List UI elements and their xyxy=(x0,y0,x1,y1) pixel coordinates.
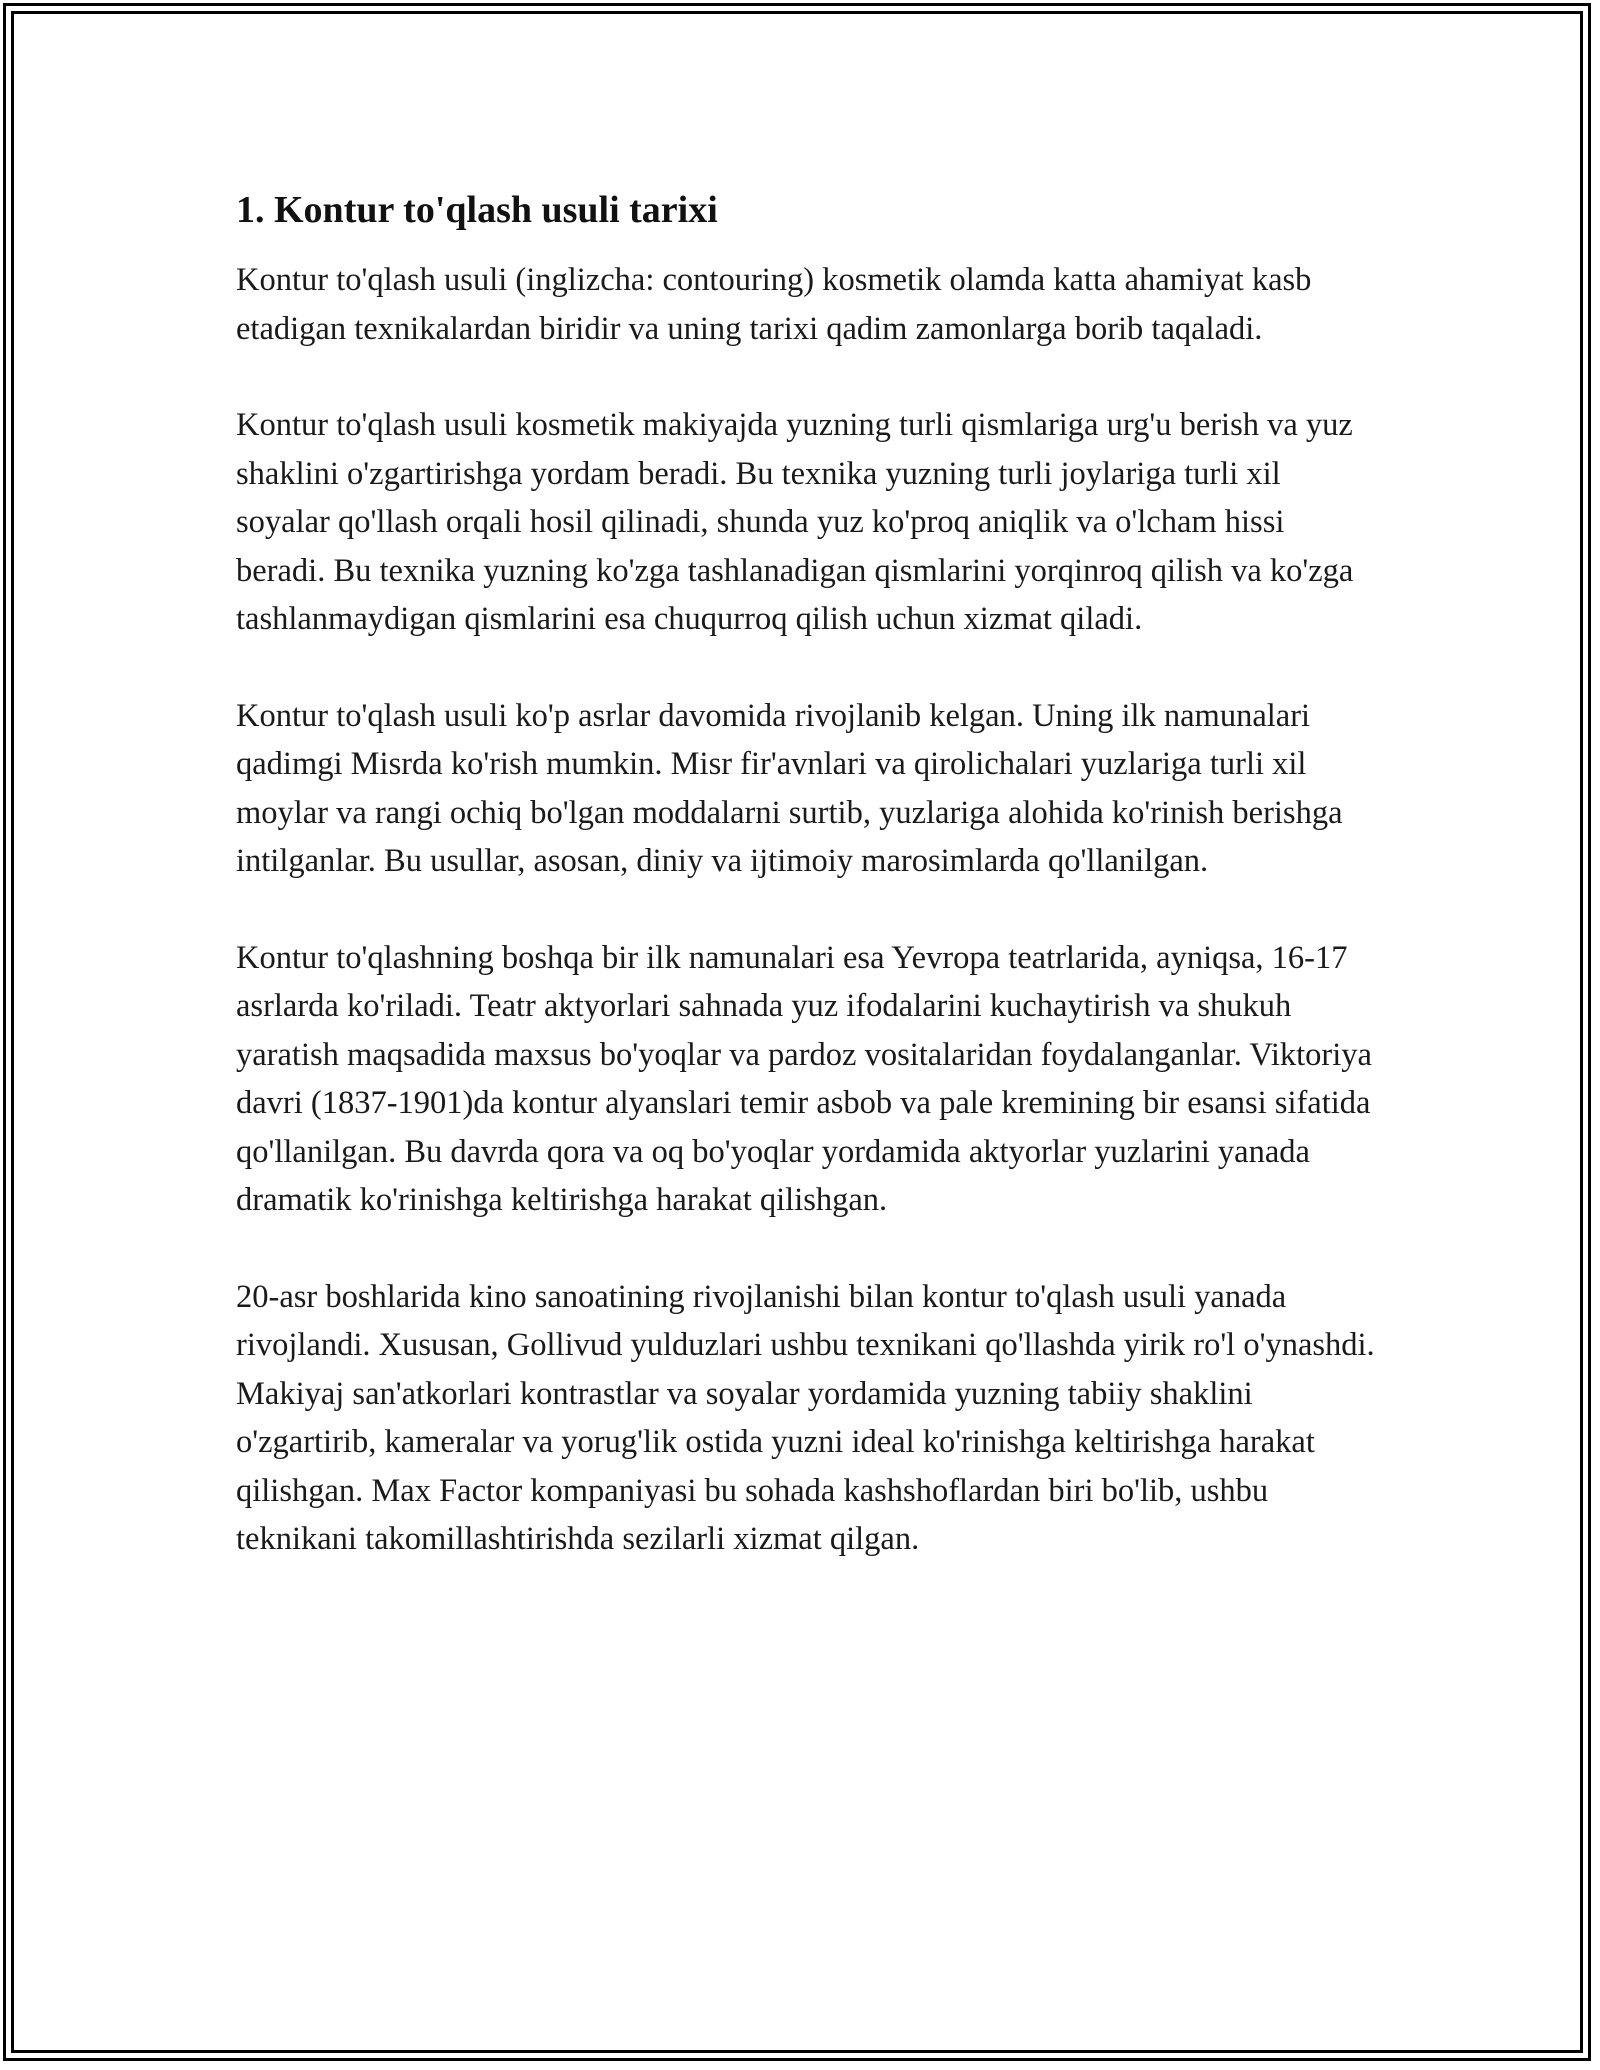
paragraph-europe-theatre: Kontur to'qlashning boshqa bir ilk namunalari esa Yevropa teatrlarida, ayniqsa, 16-17 asrlarda ko'riladi. Teatr aktyorlari sahnada yuz ifodalarini kuchaytirish va shukuh yaratish maqsadida maxsus bo'yoqlar va pardoz vositalaridan foydalanganlar. Viktoriya davri (1837-1901)da kontur alyanslari temir asbob va pale kremining bir esansi sifatida qo'llanilgan. Bu davrda qora va oq bo'yoqlar yordamida aktyorlar yuzlarini yanada dramatik ko'rinishga keltirishga harakat qilishgan. xyxy=(236,939,1372,1218)
paragraph-egypt: Kontur to'qlash usuli ko'p asrlar davomida rivojlanib kelgan. Uning ilk namunalari qadimgi Misrda ko'rish mumkin. Misr fir'avnlari va qirolichalari yuzlariga turli xil moylar va rangi ochiq bo'lgan moddalarni surtib, yuzlariga alohida ko'rinish berishga intilganlar. Bu usullar, asosan, diniy va ijtimoiy marosimlarda qo'llanilgan. xyxy=(236,697,1343,879)
section-heading: 1. Kontur to'qlash usuli tarixi xyxy=(236,189,718,231)
paragraph-intro: Kontur to'qlash usuli (inglizcha: contouring) kosmetik olamda katta ahamiyat kasb etadigan texnikalardan biridir va uning tarixi qadim zamonlarga borib taqaladi. xyxy=(236,262,1312,347)
document-page xyxy=(236,186,1376,1612)
paragraph-technique: Kontur to'qlash usuli kosmetik makiyajda yuzning turli qismlariga urg'u berish va yuz shaklini o'zgartirishga yordam beradi. Bu texnika yuzning turli joylariga turli xil soyalar qo'llash orqali hosil qilinadi, shunda yuz ko'proq aniqlik va o'lcham hissi beradi. Bu texnika yuzning ko'zga tashlanadigan qismlarini yorqinroq qilish va ko'zga tashlanmaydigan qismlarini esa chuqurroq qilish uchun xizmat qiladi. xyxy=(236,407,1354,637)
paragraph-20th-century: 20-asr boshlarida kino sanoatining rivojlanishi bilan kontur to'qlash usuli yanada rivojlandi. Xususan, Gollivud yulduzlari ushbu texnikani qo'llashda yirik ro'l o'ynashdi. Makiyaj san'atkorlari kontrastlar va soyalar yordamida yuzning tabiiy shaklini o'zgartirib, kameralar va yorug'lik ostida yuzni ideal ko'rinishga keltirishga harakat qilishgan. Max Factor kompaniyasi bu sohada kashshoflardan biri bo'lib, ushbu teknikani takomillashtirishda sezilarli xizmat qilgan. xyxy=(236,1278,1375,1557)
